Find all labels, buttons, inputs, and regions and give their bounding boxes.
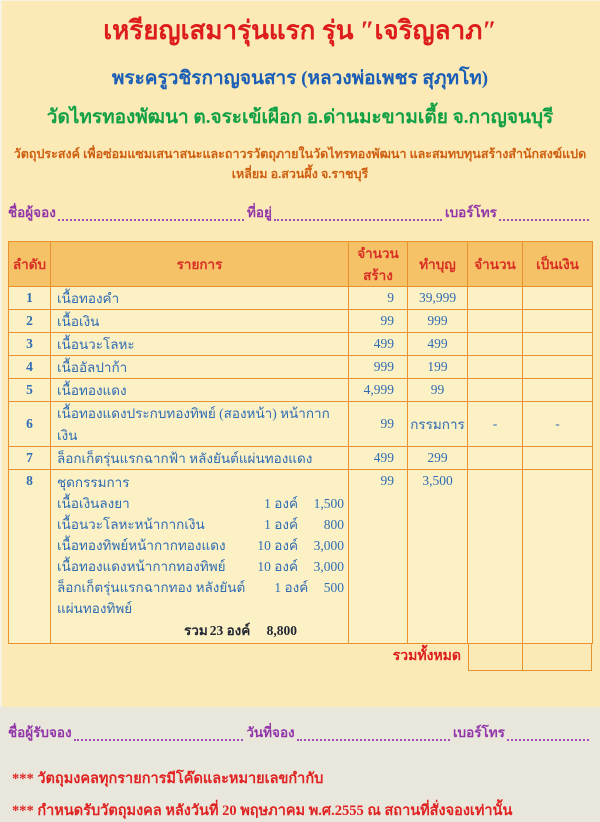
row-item: เนื้อทองคำ	[51, 287, 349, 310]
row-no: 7	[9, 447, 51, 470]
set-sub-item: เนื้อทองทิพย์หน้ากากทองแดง 10 องค์ 3,000	[57, 538, 344, 553]
row-no: 2	[9, 310, 51, 333]
row-made: 499	[349, 447, 408, 470]
row-price: 199	[408, 356, 468, 379]
receiver-phone-field[interactable]	[507, 727, 589, 741]
row-amount-cell[interactable]	[523, 447, 593, 470]
row-price: 99	[408, 379, 468, 402]
purpose-text: วัตถุประสงค์ เพื่อซ่อมแซมเสนาสนะและถาวรวัตถุภายในวัดไทรทองพัฒนา และสมทบทุนสร้างสำนักสงฆ์แปดเหลี่ยม อ.สวนผึ้ง จ.ราชบุรี	[13, 147, 587, 181]
grand-total-amount-cell[interactable]	[522, 644, 592, 671]
row-item: เนื้อนวะโลหะ	[51, 333, 349, 356]
set-sub-item: เนื้อทองแดงหน้ากากทองทิพย์ 10 องค์ 3,000	[57, 559, 344, 574]
col-header-price: ทำบุญ	[408, 242, 468, 287]
receiver-phone-label: เบอร์โทร	[452, 725, 505, 740]
row-no: 4	[9, 356, 51, 379]
table-row	[9, 333, 593, 356]
table-row	[9, 310, 593, 333]
row-price: 299	[408, 447, 468, 470]
page-title: เหรียญเสมารุ่นแรก รุ่น ″เจริญลาภ″	[103, 16, 497, 45]
row-qty-cell[interactable]	[468, 356, 523, 379]
booker-name-field[interactable]	[58, 207, 244, 221]
row-made: 99	[349, 310, 408, 333]
grand-total-row	[8, 644, 592, 671]
row-qty-cell[interactable]: -	[468, 402, 523, 447]
row-made: 999	[349, 356, 408, 379]
row-no: 1	[9, 287, 51, 310]
grand-total-label: รวมทั้งหมด	[392, 649, 461, 664]
order-table	[8, 241, 593, 644]
row-amount-cell[interactable]	[523, 287, 593, 310]
row-item: เนื้ออัลปาก้า	[51, 356, 349, 379]
row-no: 6	[9, 402, 51, 447]
row-amount-cell[interactable]	[523, 356, 593, 379]
monk-name: พระครูวชิรกาญจนสาร (หลวงพ่อเพชร สุภุทโท)	[111, 68, 489, 89]
row-qty-cell[interactable]	[468, 333, 523, 356]
table-header-row	[9, 242, 593, 287]
row-amount-cell[interactable]	[523, 379, 593, 402]
row-qty-cell[interactable]	[468, 287, 523, 310]
table-row	[9, 356, 593, 379]
col-header-qty: จำนวน	[468, 242, 523, 287]
row-amount-cell[interactable]	[523, 310, 593, 333]
booker-address-label: ที่อยู่	[246, 205, 272, 220]
row-price: 3,500	[408, 470, 468, 644]
set-title: ชุดกรรมการ	[57, 475, 130, 490]
table-row	[9, 379, 593, 402]
table-row	[9, 402, 593, 447]
booking-date-label: วันที่จอง	[246, 725, 295, 740]
booker-address-field[interactable]	[274, 207, 442, 221]
table-row-set	[9, 470, 593, 644]
booker-name-label: ชื่อผู้จอง	[8, 205, 56, 220]
booking-date-field[interactable]	[297, 727, 450, 741]
row-made: 4,999	[349, 379, 408, 402]
row-price: 39,999	[408, 287, 468, 310]
col-header-item: รายการ	[51, 242, 349, 287]
set-items-cell	[51, 470, 349, 644]
row-amount-cell[interactable]	[523, 470, 593, 644]
row-qty-cell[interactable]	[468, 470, 523, 644]
row-made: 499	[349, 333, 408, 356]
table-row	[9, 287, 593, 310]
booker-phone-field[interactable]	[499, 207, 589, 221]
set-total-line: รวม 23 องค์ 8,800	[184, 623, 297, 638]
row-made: 99	[349, 470, 408, 644]
note-pickup: *** กำหนดรับวัตถุมงคล หลังวันที่ 20 พฤษภาคม พ.ศ.2555 ณ สถานที่สั่งจองเท่านั้น	[12, 803, 513, 819]
row-price: 499	[408, 333, 468, 356]
row-item: เนื้อทองแดงประกบทองทิพย์ (สองหน้า) หน้ากากเงิน	[51, 402, 349, 447]
row-qty-cell[interactable]	[468, 310, 523, 333]
receiver-name-field[interactable]	[74, 727, 244, 741]
row-qty-cell[interactable]	[468, 379, 523, 402]
row-item: เนื้อทองแดง	[51, 379, 349, 402]
set-sub-item: เนื้อเงินลงยา 1 องค์ 1,500	[57, 496, 344, 511]
row-item: เนื้อเงิน	[51, 310, 349, 333]
row-amount-cell[interactable]: -	[523, 402, 593, 447]
col-header-no: ลำดับ	[9, 242, 51, 287]
col-header-made: จำนวนสร้าง	[349, 242, 408, 287]
notes-block	[8, 767, 592, 822]
booker-info-line	[8, 201, 592, 223]
row-no: 3	[9, 333, 51, 356]
row-amount-cell[interactable]	[523, 333, 593, 356]
temple-name: วัดไทรทองพัฒนา ต.จระเข้เผือก อ.ด่านมะขามเตี้ย จ.กาญจนบุรี	[46, 107, 554, 128]
col-header-amount: เป็นเงิน	[523, 242, 593, 287]
set-sub-item: ล็อกเก็ตรุ่นแรกฉากทอง หลังยันต์แผ่นทองทิพย์ 1 องค์ 500	[57, 580, 344, 616]
set-sub-item: เนื้อนวะโลหะหน้ากากเงิน 1 องค์ 800	[57, 517, 344, 532]
receiver-info-line	[8, 721, 592, 743]
row-made: 9	[349, 287, 408, 310]
row-price: กรรมการ	[408, 402, 468, 447]
grand-total-qty-cell[interactable]	[468, 644, 523, 671]
booker-phone-label: เบอร์โทร	[444, 205, 497, 220]
row-no: 5	[9, 379, 51, 402]
note-code: *** วัตถุมงคลทุกรายการมีโค๊ดและหมายเลขกำกับ	[12, 771, 324, 787]
row-qty-cell[interactable]	[468, 447, 523, 470]
receiver-name-label: ชื่อผู้รับจอง	[8, 725, 72, 740]
table-row	[9, 447, 593, 470]
row-price: 999	[408, 310, 468, 333]
row-made: 99	[349, 402, 408, 447]
row-no: 8	[9, 470, 51, 644]
row-item: ล็อกเก็ตรุ่นแรกฉากฟ้า หลังยันต์แผ่นทองแดง	[51, 447, 349, 470]
